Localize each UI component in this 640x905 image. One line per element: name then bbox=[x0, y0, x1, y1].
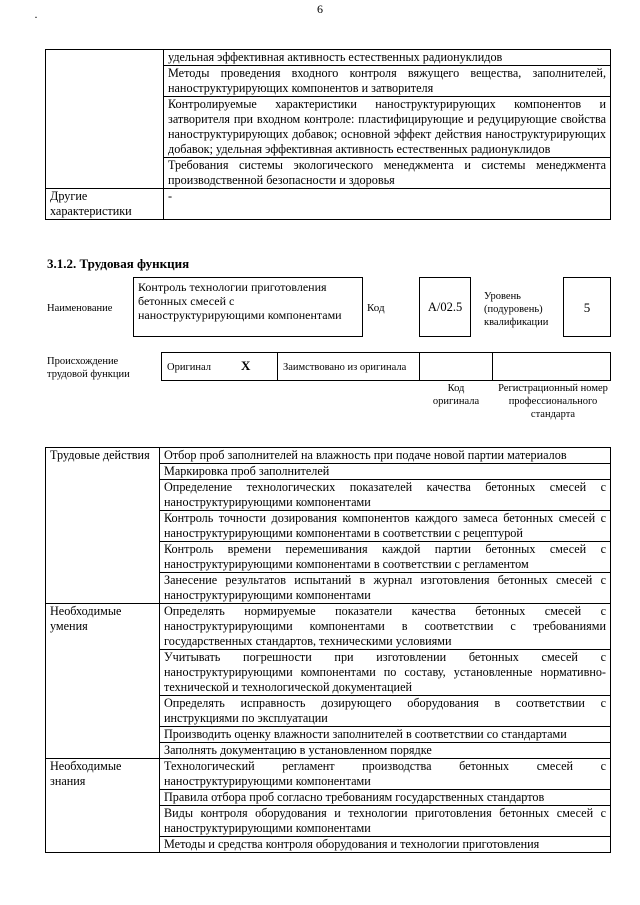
name-box bbox=[133, 277, 363, 337]
table1-label-other: Другие характеристики bbox=[46, 189, 164, 220]
table1-item: Контролируемые характеристики наноструктурирующих компонентов и затворителя при входном контроле: пластифицирующие и редуцирующие свойства наноструктурирующих добавок; основной эффект действия наноструктурирующих добавок; удельная эффективная активность естественных радионуклидов bbox=[164, 97, 611, 158]
table2-item: Занесение результатов испытаний в журнал изготовления бетонных смесей с наноструктурирующими компонентами bbox=[160, 573, 611, 604]
origin-borrowed: Заимствовано из оригинала bbox=[283, 362, 407, 373]
code-value: А/02.5 bbox=[427, 300, 463, 314]
name-label: Наименование bbox=[47, 303, 113, 314]
level-box bbox=[563, 277, 611, 337]
table-continuation bbox=[45, 49, 611, 220]
table2-item: Определять исправность дозирующего оборудования в соответствии с инструкциями по эксплуатации bbox=[160, 696, 611, 727]
top-mark: · bbox=[34, 10, 38, 24]
page-number: 6 bbox=[317, 2, 323, 16]
table2-item: Методы и средства контроля оборудования и технологии приготовления bbox=[160, 837, 611, 853]
table1-item: - bbox=[164, 189, 611, 220]
required-skills-label: Необходимые умения bbox=[46, 604, 160, 759]
origin-divider-3 bbox=[492, 352, 493, 381]
table2-item: Виды контроля оборудования и технологии приготовления бетонных смесей с наноструктурирующими компонентами bbox=[160, 806, 611, 837]
table2-item: Определять нормируемые показатели качества бетонных смесей с наноструктурирующими компонентами в соответствии с требованиями государственных стандартов, техническими условиями bbox=[160, 604, 611, 650]
table2-item: Отбор проб заполнителей на влажность при подаче новой партии материалов bbox=[160, 448, 611, 464]
required-knowledge-label: Необходимые знания bbox=[46, 759, 160, 853]
level-value: 5 bbox=[583, 300, 591, 315]
table1-item: Требования системы экологического менеджмента и системы менеджмента производственной безопасности и здоровья bbox=[164, 158, 611, 189]
table2-item: Контроль времени перемешивания каждой партии бетонных смесей с наноструктурирующими компонентами в соответствии с регламентом bbox=[160, 542, 611, 573]
table2-item: Производить оценку влажности заполнителей в соответствии со стандартами bbox=[160, 727, 611, 743]
name-value: Контроль технологии приготовления бетонных смесей с наноструктурирующими компонентами bbox=[138, 280, 342, 322]
origin-divider-1 bbox=[277, 352, 278, 381]
table2-item: Технологический регламент производства бетонных смесей с наноструктурирующими компонентами bbox=[160, 759, 611, 790]
table2-item: Учитывать погрешности при изготовлении бетонных смесей с наноструктурирующими компонентами по составу, установленные нормативно-технической и технологической документацией bbox=[160, 650, 611, 696]
origin-label: Происхождение трудовой функции bbox=[47, 356, 130, 380]
labor-actions-label: Трудовые действия bbox=[46, 448, 160, 604]
table1-item: Методы проведения входного контроля вяжущего вещества, заполнителей, наноструктурирующих компонентов и затворителя bbox=[164, 66, 611, 97]
origin-code-caption: Код оригинала bbox=[432, 383, 480, 407]
origin-original: Оригинал bbox=[167, 362, 211, 373]
origin-reg-caption: Регистрационный номер профессионального стандарта bbox=[498, 383, 608, 420]
table2-item: Маркировка проб заполнителей bbox=[160, 464, 611, 480]
code-label: Код bbox=[367, 302, 385, 314]
table1-left-empty bbox=[46, 50, 164, 189]
section-title: 3.1.2. Трудовая функция bbox=[47, 256, 190, 271]
origin-mark: X bbox=[241, 358, 251, 373]
table2-item: Заполнять документацию в установленном порядке bbox=[160, 743, 611, 759]
table2-item: Контроль точности дозирования компонентов каждого замеса бетонных смесей с наноструктурирующими компонентами в соответствии с рецептурой bbox=[160, 511, 611, 542]
table2-item: Определение технологических показателей качества бетонных смесей с наноструктурирующими компонентами bbox=[160, 480, 611, 511]
table2-item: Правила отбора проб согласно требованиям государственных стандартов bbox=[160, 790, 611, 806]
code-box bbox=[419, 277, 471, 337]
table-labor-function bbox=[45, 447, 611, 853]
origin-divider-2 bbox=[419, 352, 420, 381]
level-label: Уровень (подуровень) квалификации bbox=[484, 291, 549, 328]
table1-item: удельная эффективная активность естественных радионуклидов bbox=[164, 50, 611, 66]
